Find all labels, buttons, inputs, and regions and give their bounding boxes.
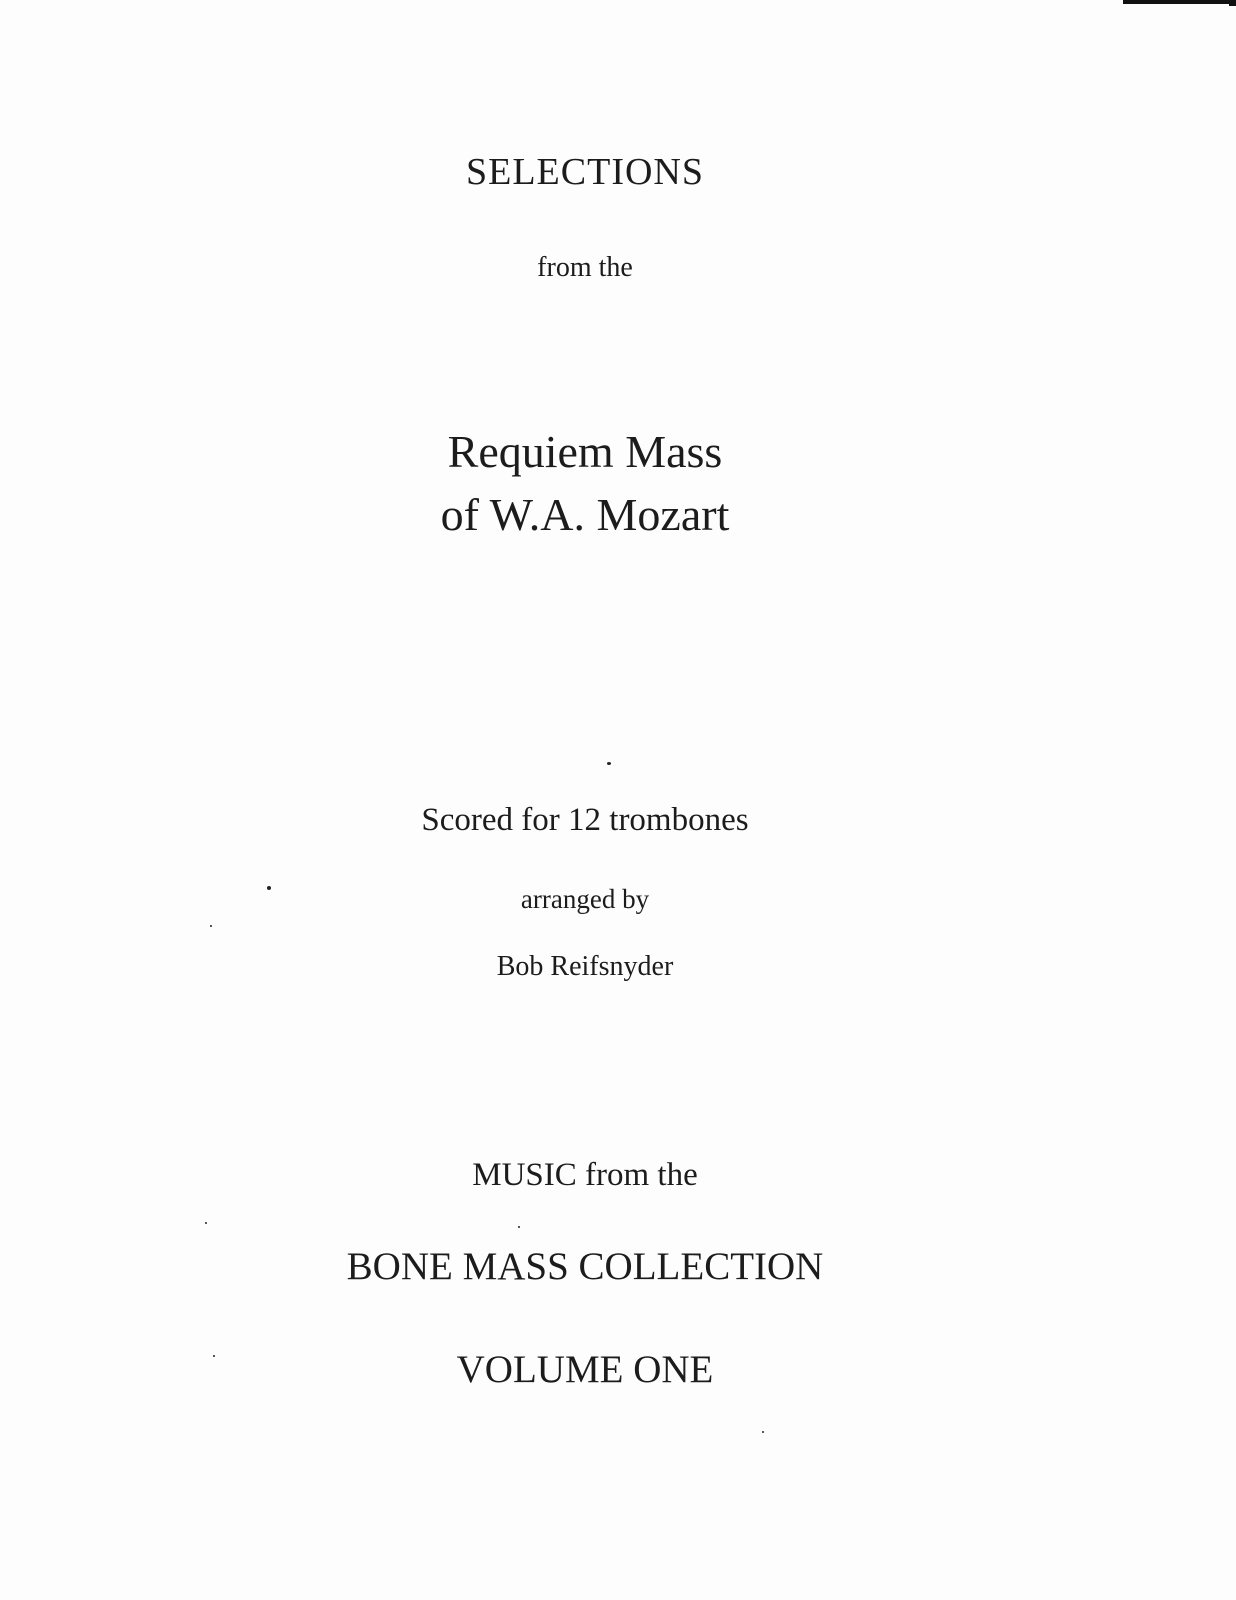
music-from-text: MUSIC from the xyxy=(472,1157,698,1193)
arranged-by-text: arranged by xyxy=(520,884,650,914)
scoring-text: Scored for 12 trombones xyxy=(421,802,749,838)
collection-title: BONE MASS COLLECTION xyxy=(346,1245,824,1288)
work-title-line-2: of W.A. Mozart xyxy=(440,489,730,540)
volume-label: VOLUME ONE xyxy=(456,1348,714,1391)
scan-speck xyxy=(210,925,212,927)
arranger-name: Bob Reifsnyder xyxy=(496,951,674,982)
cover-heading: SELECTIONS xyxy=(466,151,704,193)
scan-speck xyxy=(213,1355,215,1357)
scan-speck xyxy=(518,1226,520,1228)
scan-speck xyxy=(762,1431,764,1433)
from-the-text: from the xyxy=(537,252,633,283)
scan-edge-mark xyxy=(1123,0,1236,6)
scan-speck xyxy=(205,1222,207,1224)
work-title-line-1: Requiem Mass xyxy=(447,426,723,477)
scan-speck xyxy=(267,886,271,890)
scan-speck xyxy=(607,762,611,765)
